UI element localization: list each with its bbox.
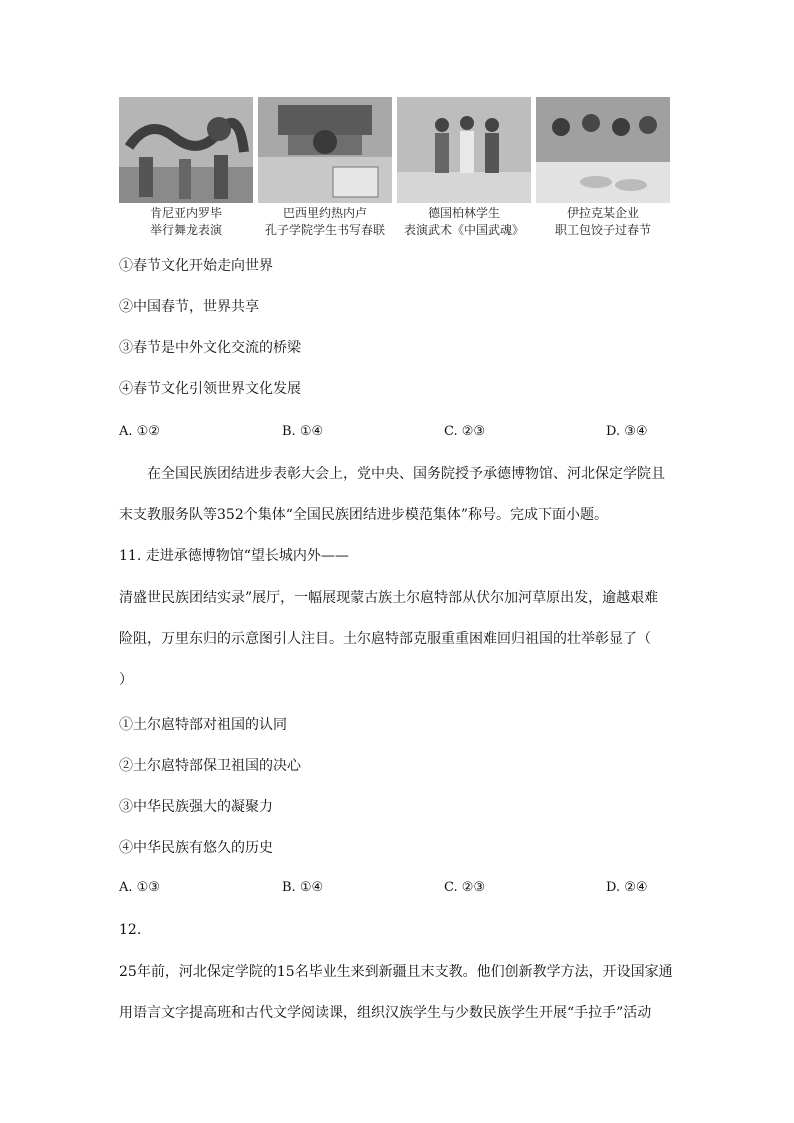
q11-option-c: C. ②③: [444, 880, 486, 895]
q12-number: 12.: [119, 922, 142, 938]
q12-line-2: 用语言文字提高班和古代文学阅读课，组织汉族学生与少数民族学生开展“手拉手”活动: [119, 1005, 652, 1021]
q11-stem-2: 清盛世民族团结实录”展厅，一幅展现蒙古族土尔扈特部从伏尔加河草原出发，逾越艰难: [119, 590, 659, 606]
q11-stem-3: 险阻，万里东归的示意图引人注目。土尔扈特部克服重重困难回归祖国的壮举彰显了（: [119, 631, 651, 647]
q11-option-d: D. ②④: [606, 880, 648, 895]
passage-line-1: 在全国民族团结进步表彰大会上，党中央、国务院授予承德博物馆、河北保定学院且: [147, 466, 665, 482]
q10-item-3: ③春节是中外文化交流的桥梁: [119, 340, 301, 356]
q11-stem-4: ）: [119, 672, 133, 688]
q10-option-a: A. ①②: [119, 424, 160, 439]
q11-item-4: ④中华民族有悠久的历史: [119, 840, 273, 856]
q10-item-4: ④春节文化引领世界文化发展: [119, 381, 301, 397]
q11-item-3: ③中华民族强大的凝聚力: [119, 799, 273, 815]
passage-line-2: 末支教服务队等352个集体“全国民族团结进步模范集体”称号。完成下面小题。: [119, 507, 609, 523]
caption-brazil: 巴西里约热内卢 孔子学院学生书写春联: [264, 206, 385, 237]
caption-kenya: 肯尼亚内罗毕 举行舞龙表演: [149, 206, 222, 237]
q11-item-1: ①土尔扈特部对祖国的认同: [119, 717, 287, 733]
photo-brazil-couplets: [258, 97, 392, 203]
q10-item-1: ①春节文化开始走向世界: [119, 258, 273, 274]
caption-germany: 德国柏林学生 表演武术《中国武魂》: [403, 206, 524, 237]
q10-option-b: B. ①④: [282, 424, 324, 439]
q10-option-d: D. ③④: [606, 424, 648, 439]
q11-option-b: B. ①④: [282, 880, 324, 895]
photo-kenya-dragon-dance: [119, 97, 253, 203]
photo-iraq-dumplings: [536, 97, 670, 203]
q11-item-2: ②土尔扈特部保卫祖国的决心: [119, 758, 301, 774]
caption-iraq: 伊拉克某企业 职工包饺子过春节: [554, 206, 651, 237]
q12-line-1: 25年前，河北保定学院的15名毕业生来到新疆且末支教。他们创新教学方法，开设国家通: [119, 964, 673, 980]
q11-option-a: A. ①③: [119, 880, 160, 895]
q10-option-c: C. ②③: [444, 424, 486, 439]
photo-germany-martial-arts: [397, 97, 531, 203]
q11-stem-1: 11. 走进承德博物馆“望长城内外——: [119, 548, 349, 564]
q10-item-2: ②中国春节，世界共享: [119, 299, 259, 315]
